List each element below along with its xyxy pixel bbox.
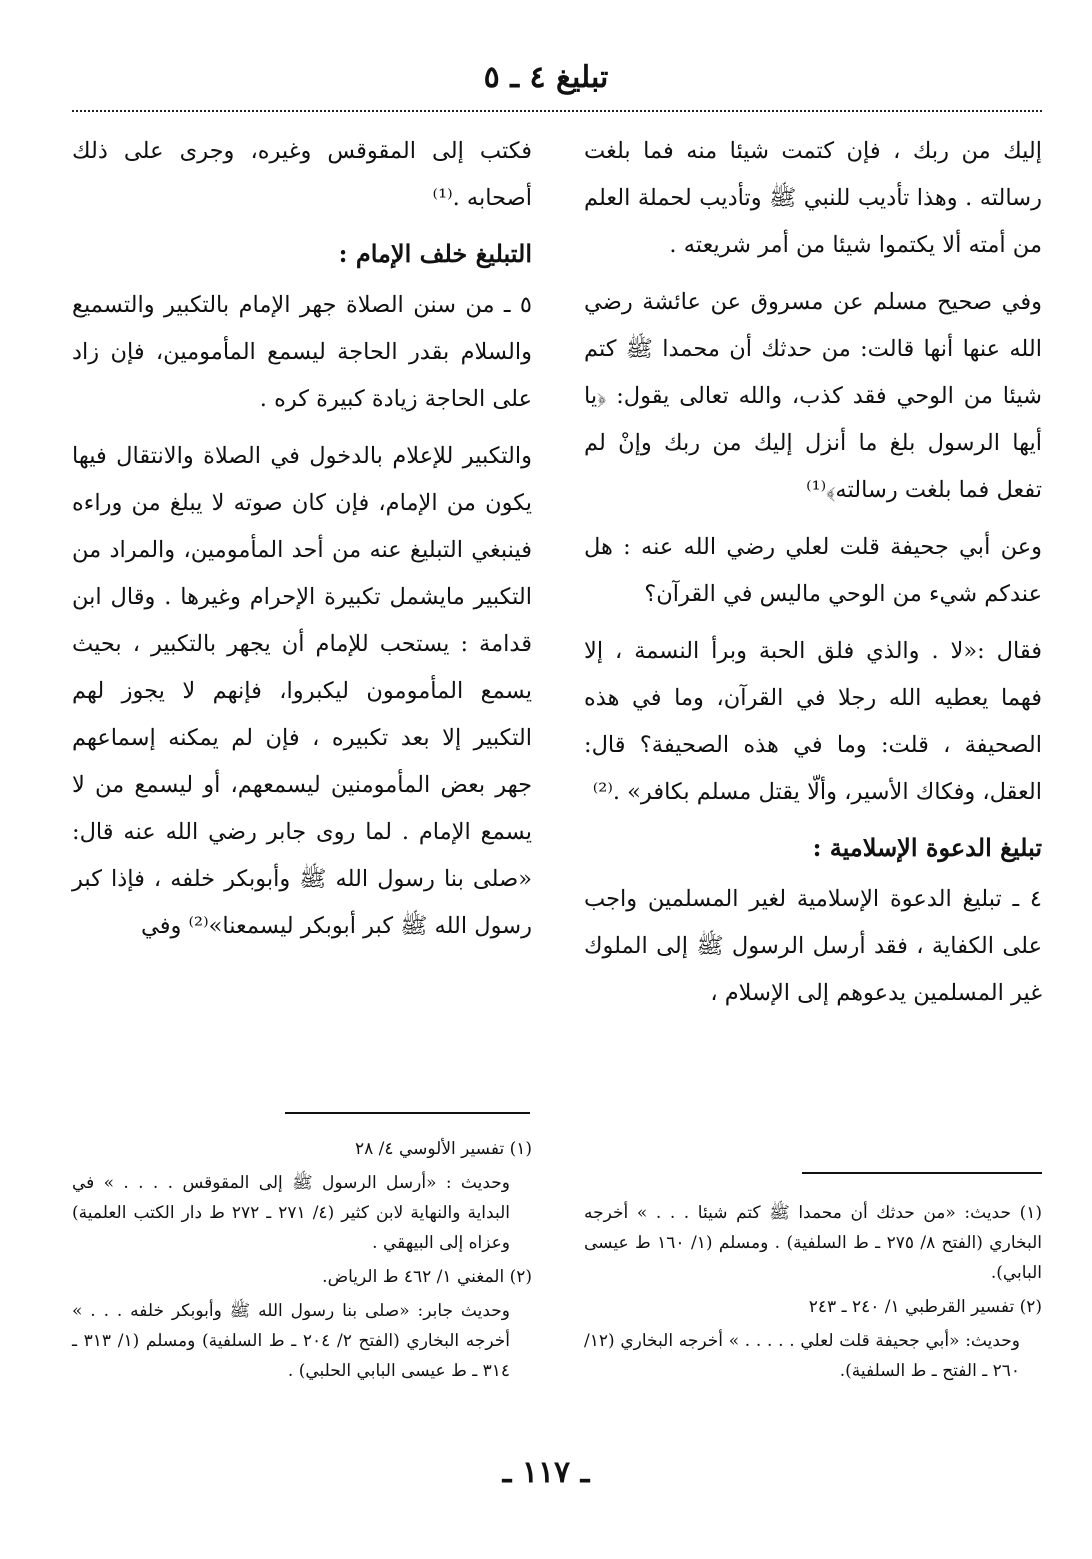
right-paragraph-2: وفي صحيح مسلم عن مسروق عن عائشة رضي الله عنها أنها قالت: من حدثك أن محمدا ﷺ كتم شيئا من الوحي فقد كذب، والله تعالى يقول: ﴿يا أيها الرسول بلغ ما أنزل إليك من ربك وإنْ لم تفعل فما بلغت رسالته﴾⁽¹⁾ <box>584 289 1042 503</box>
header-dotted-divider <box>72 110 1042 112</box>
footnote-item: وحديث: «أبي جحيفة قلت لعلي . . . . . » أخرجه البخاري (١٢/ ٢٦٠ ـ الفتح ـ ط السلفية). <box>584 1331 1020 1381</box>
left-paragraph-1: ٥ ـ من سنن الصلاة جهر الإمام بالتكبير والتسميع والسلام بقدر الحاجة ليسمع المأمومين، فإن زاد على الحاجة زيادة كبيرة كره . <box>72 292 532 412</box>
footnote-item: (٢) تفسير القرطبي ١/ ٢٤٠ ـ ٢٤٣ <box>808 1297 1042 1317</box>
page-header-title: تبليغ ٤ ـ ٥ <box>483 60 609 95</box>
right-paragraph-1: إليك من ربك ، فإن كتمت شيئا منه فما بلغت رسالته . وهذا تأديب للنبي ﷺ وتأديب لحملة العلم من أمته ألا يكتموا شيئا من أمر شريعته . <box>584 138 1042 258</box>
right-column <box>584 128 1042 1027</box>
footnote-item: وحديث : «أرسل الرسول ﷺ إلى المقوقس . . . . » في البداية والنهاية لابن كثير (٤/ ٢٧١ ـ ٢٧٢ ط دار الكتب العلمية) وعزاه إلى البيهقي . <box>72 1173 510 1253</box>
right-paragraph-4: فقال :«لا . والذي فلق الحبة وبرأ النسمة ، إلا فهما يعطيه الله رجلا في القرآن، وما في هذه الصحيفة ، قلت: وما في هذه الصحيفة؟ قال: العقل، وفكاك الأسير، وألّا يقتل مسلم بكافر» .⁽²⁾ <box>584 638 1042 805</box>
footnote-item: وحديث جابر: «صلى بنا رسول الله ﷺ وأبوبكر خلفه . . . » أخرجه البخاري (الفتح ٢/ ٢٠٤ ـ ط السلفية) ومسلم (١/ ٣١٣ ـ ٣١٤ ـ ط عيسى البابي الحلبي) . <box>72 1301 511 1381</box>
right-paragraph-3: وعن أبي جحيفة قلت لعلي رضي الله عنه : هل عندكم شيء من الوحي ماليس في القرآن؟ <box>584 534 1042 607</box>
left-column <box>72 128 532 960</box>
right-footnotes <box>584 1198 1042 1390</box>
left-footnotes <box>72 1134 532 1390</box>
right-paragraph-5: ٤ ـ تبليغ الدعوة الإسلامية لغير المسلمين واجب على الكفاية ، فقد أرسل الرسول ﷺ إلى الملوك غير المسلمين يدعوهم إلى الإسلام ، <box>584 886 1042 1006</box>
section-heading-islamic-dawa: تبليغ الدعوة الإسلامية : <box>812 833 1042 862</box>
footnote-item: (١) تفسير الألوسي ٤/ ٢٨ <box>355 1139 532 1159</box>
footnote-item: (١) حديث: «من حدثك أن محمدا ﷺ كتم شيئا . . . » أخرجه البخاري (الفتح ٨/ ٢٧٥ ـ ط السلفية) . ومسلم (١/ ١٦٠ ط عيسى البابي). <box>584 1203 1043 1283</box>
page-number: ـ ١١٧ ـ <box>502 1455 590 1490</box>
left-paragraph-2: والتكبير للإعلام بالدخول في الصلاة والانتقال فيها يكون من الإمام، فإن كان صوته لا يبلغ من وراءه فينبغي التبليغ عنه من أحد المأمومين، والمراد من التكبير مايشمل تكبيرة الإحرام وغيرها . وقال ابن قدامة : يستحب للإمام أن يجهر بالتكبير ، بحيث يسمع المأمومون ليكبروا، فإنهم لا يجوز لهم التكبير إلا بعد تكبيره ، فإن لم يمكنه إسماعهم جهر بعض المأمومنين ليسمعهم، أو ليسمع من لا يسمع الإمام . لما روى جابر رضي الله عنه قال: «صلى بنا رسول الله ﷺ وأبوبكر خلفه ، فإذا كبر رسول الله ﷺ كبر أبوبكر ليسمعنا»⁽²⁾ وفي <box>72 443 532 939</box>
right-footnote-separator <box>802 1172 1042 1174</box>
section-heading-behind-imam: التبليغ خلف الإمام : <box>338 239 532 268</box>
left-footnote-separator <box>285 1112 530 1114</box>
footnote-item: (٢) المغني ١/ ٤٦٢ ط الرياض. <box>322 1267 532 1287</box>
left-continuation: فكتب إلى المقوقس وغيره، وجرى على ذلك أصحابه .⁽¹⁾ <box>72 138 532 211</box>
